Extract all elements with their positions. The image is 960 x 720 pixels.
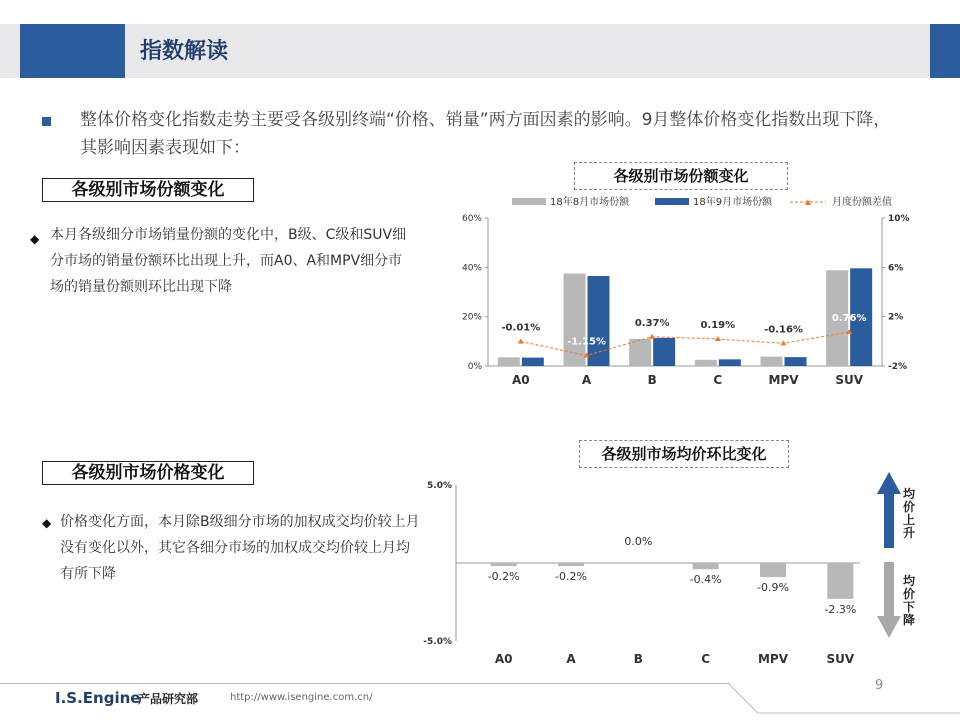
bar-MPV-aug (761, 357, 783, 366)
price-chart (423, 475, 870, 670)
x-tick-label: C (713, 373, 723, 387)
footer-brand: I.S.Engine (55, 689, 141, 707)
legend-swatch (655, 198, 689, 205)
x-tick-label: B (633, 652, 643, 666)
diff-data-label: -1.15% (567, 336, 606, 348)
x-tick-label: SUV (835, 373, 864, 387)
diamond-bullet-icon: ◆ (42, 516, 52, 530)
price-data-label: 0.0% (624, 535, 653, 548)
diff-point (518, 338, 524, 343)
footer-dept: 产品研究部 (138, 692, 199, 706)
price-bar-A0 (491, 563, 517, 566)
y2-tick-label: 6% (888, 263, 904, 274)
arrow-up-label: 均价上升 (903, 487, 916, 540)
diff-point (781, 340, 787, 345)
legend-swatch (512, 198, 546, 205)
diff-data-label: 0.76% (831, 312, 867, 324)
diff-data-label: -0.16% (764, 324, 803, 336)
bar-C-aug (695, 360, 717, 366)
x-tick-label: SUV (826, 652, 855, 666)
page-title: 指数解读 (140, 39, 229, 64)
y2-tick-label: -2% (888, 362, 908, 372)
bar-C-sep (719, 359, 741, 366)
bar-B-sep (653, 338, 675, 366)
header-accent-left (20, 24, 125, 78)
y-tick-label: 60% (461, 214, 482, 224)
x-tick-label: B (647, 373, 657, 387)
price-data-label: -0.9% (757, 581, 789, 595)
footer-url-link[interactable]: http://www.isengine.com.cn/ (230, 692, 373, 703)
price-bar-MPV (760, 563, 786, 577)
share-chart (440, 190, 930, 400)
price-data-label: -2.3% (824, 602, 857, 616)
price-data-label: -0.4% (689, 573, 722, 587)
bar-A0-aug (498, 357, 520, 366)
section-share-label: 各级别市场份额变化 (42, 178, 254, 202)
footer-divider (0, 683, 730, 684)
y-tick-label: 40% (461, 263, 482, 274)
page-number: 9 (875, 678, 884, 693)
y2-tick-label: 2% (888, 312, 904, 323)
diff-data-label: 0.19% (700, 319, 736, 331)
x-tick-label: MPV (768, 373, 799, 387)
price-bar-SUV (827, 563, 853, 599)
arrow-down-icon (875, 560, 903, 640)
y-tick-label: 20% (461, 312, 482, 323)
header-accent-right (930, 24, 960, 78)
diff-point (715, 336, 721, 341)
x-tick-label: A0 (494, 652, 513, 666)
y2-tick-label: 10% (888, 214, 910, 224)
price-data-label: -0.2% (555, 570, 587, 584)
diff-point (649, 334, 655, 339)
y-tick-label: 5.0% (427, 481, 452, 491)
bar-B-aug (629, 339, 651, 366)
legend-label: 18年9月市场份额 (693, 197, 773, 208)
x-tick-label: MPV (757, 652, 789, 666)
legend-label: 18年8月市场份额 (550, 197, 630, 208)
intro-bullet-icon (42, 117, 51, 126)
bar-MPV-sep (785, 357, 807, 366)
diff-data-label: 0.37% (634, 317, 670, 329)
x-tick-label: C (701, 652, 711, 666)
bar-A-aug (564, 274, 586, 367)
chart-share-title: 各级别市场份额变化 (574, 162, 788, 190)
footer-slant-decoration (728, 683, 960, 720)
legend-label: 月度份额差值 (832, 197, 892, 208)
bar-A-sep (588, 276, 610, 366)
y-tick-label: 0% (467, 362, 482, 372)
arrow-down-label: 均价下降 (903, 574, 916, 627)
diff-data-label: -0.01% (501, 322, 541, 334)
x-tick-label: A0 (512, 373, 530, 387)
section-price-paragraph: 价格变化方面，本月除B级细分市场的加权成交均价较上月没有变化以外，其它各细分市场的加权成交均价较上月均有所下降 (60, 514, 420, 582)
intro-text: 整体价格变化指数走势主要受各级别终端“价格、销量”两方面因素的影响。9月整体价格变化指数出现下降，其影响因素表现如下： (80, 110, 891, 158)
x-tick-label: A (581, 373, 592, 387)
price-bar-C (693, 563, 719, 569)
y-tick-label: -5.0% (423, 637, 452, 647)
diamond-bullet-icon: ◆ (30, 232, 40, 246)
arrow-up-icon (875, 470, 903, 550)
section-price-label: 各级别市场价格变化 (42, 461, 254, 485)
chart-price-title: 各级别市场均价环比变化 (579, 440, 789, 468)
bar-A0-sep (522, 358, 544, 366)
price-data-label: -0.2% (487, 570, 520, 584)
section-share-paragraph: 本月各级细分市场销量份额的变化中，B级、C级和SUV细分市场的销量份额环比出现上升，而A0、A和MPV细分市场的销量份额则环比出现下降 (50, 227, 407, 295)
x-tick-label: A (566, 652, 576, 666)
price-bar-A (558, 563, 584, 566)
